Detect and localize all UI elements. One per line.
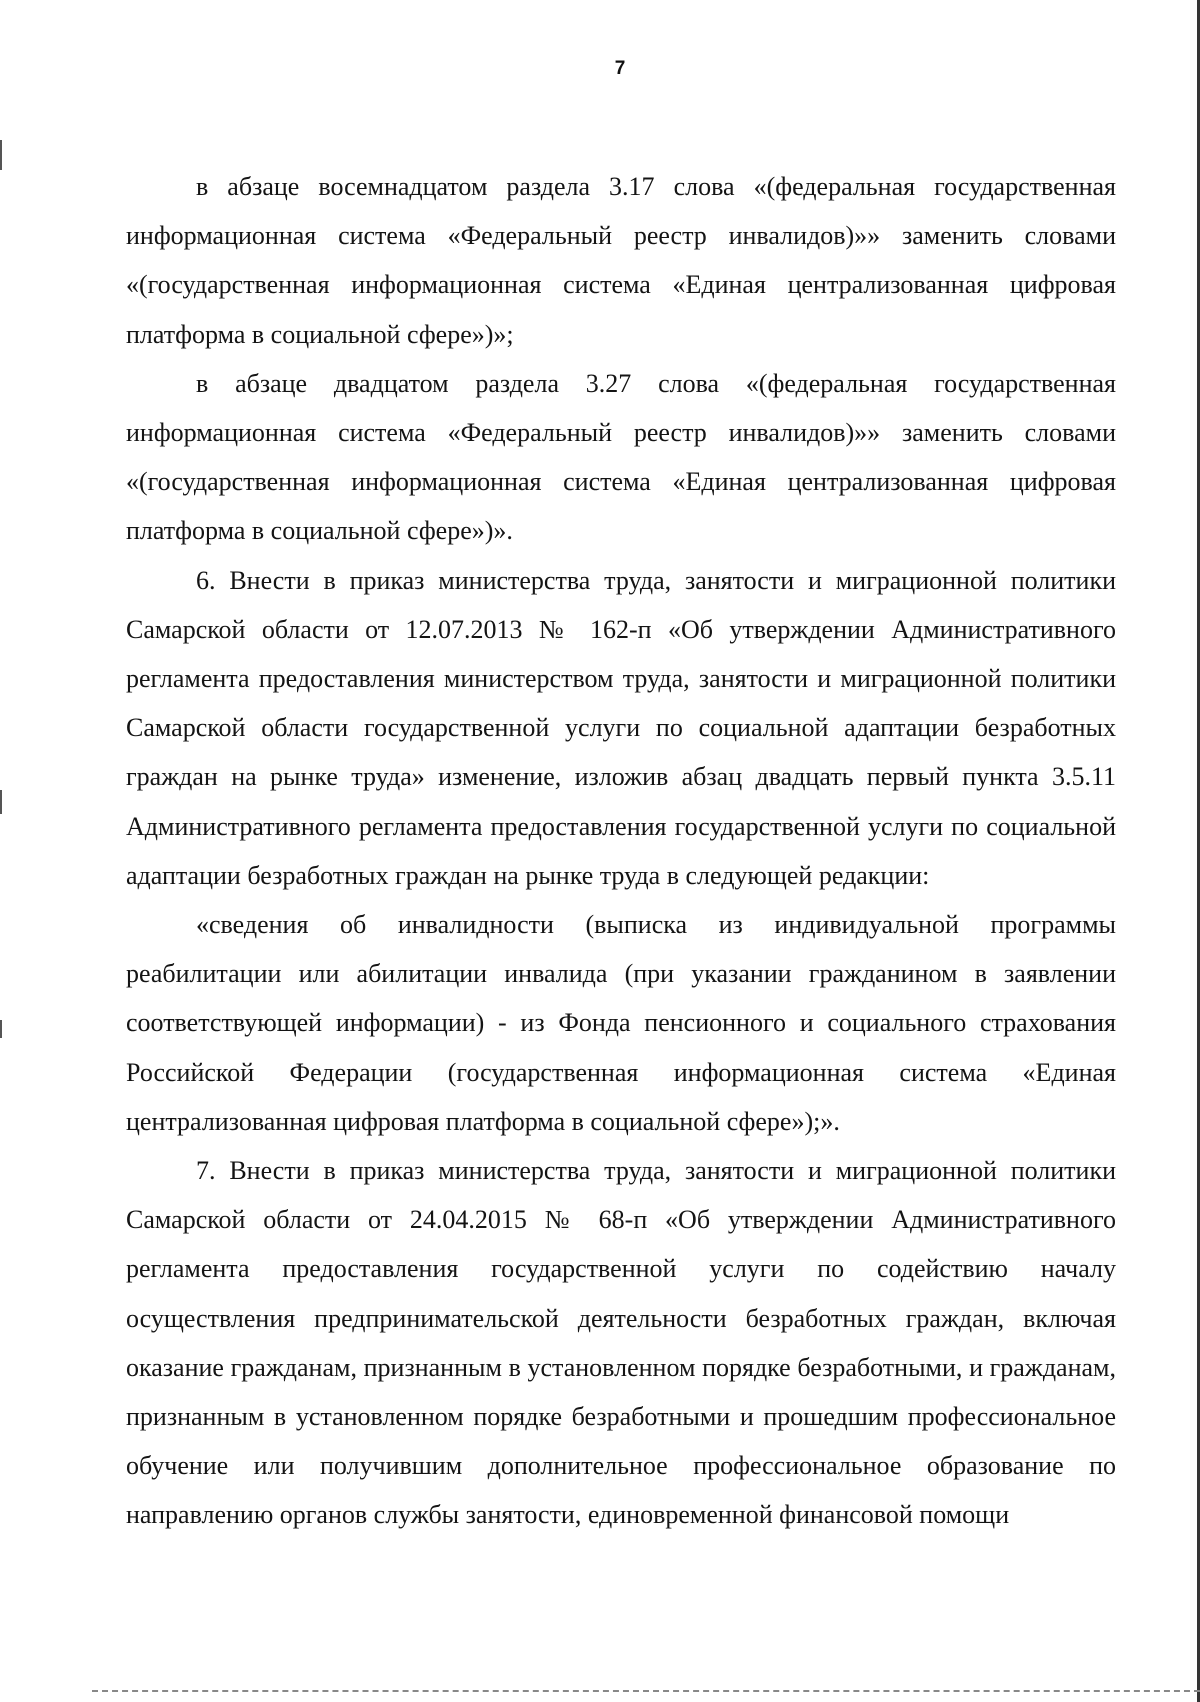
scan-bottom-line — [92, 1690, 1200, 1692]
document-body — [126, 162, 1116, 1540]
paragraph-section-3-17: в абзаце восемнадцатом раздела 3.17 слова «(федеральная государственная информационная система «Федеральный реестр инвалидов)»» заменить словами «(государственная информационная система «Единая централизованная цифровая платформа в социальной сфере»)»; — [126, 172, 1116, 349]
scan-edge-mark — [0, 1020, 2, 1038]
paragraph-quote: «сведения об инвалидности (выписка из индивидуальной программы реабилитации или абилитации инвалида (при указании гражданином в заявлении соответствующей информации) - из Фонда пенсионного и социального страхования Российской Федерации (государственная информационная система «Единая централизованная цифровая платформа в социальной сфере»);». — [126, 910, 1116, 1136]
paragraph-section-3-27: в абзаце двадцатом раздела 3.27 слова «(федеральная государственная информационная система «Федеральный реестр инвалидов)»» заменить словами «(государственная информационная система «Единая централизованная цифровая платформа в социальной сфере»)». — [126, 368, 1116, 546]
scan-edge-mark — [0, 140, 2, 170]
paragraph-item-6: 6. Внести в приказ министерства труда, занятости и миграционной политики Самарской области от 12.07.2013 № 162-п «Об утверждении Административного регламента предоставления министерством труда, занятости и миграционной политики Самарской области государственной услуги по социальной адаптации безработных граждан на рынке труда» изменение, изложив абзац двадцать первый пункта 3.5.11 Административного регламента предоставления государственной услуги по социальной адаптации безработных граждан на рынке труда в следующей редакции: — [126, 565, 1116, 890]
paragraph-item-7: 7. Внести в приказ министерства труда, занятости и миграционной политики Самарской области от 24.04.2015 № 68-п «Об утверждении Административного регламента предоставления государственной услуги по содействию началу осуществления предпринимательской деятельности безработных граждан, включая оказание гражданам, признанным в установленном порядке безработными, и гражданам, признанным в установленном порядке безработными и прошедшим профессиональное обучение или получившим дополнительное профессиональное образование по направлению органов службы занятости, единовременной финансовой помощи — [126, 1156, 1116, 1530]
scan-edge-mark — [0, 790, 2, 814]
page-number: 7 — [614, 58, 626, 79]
